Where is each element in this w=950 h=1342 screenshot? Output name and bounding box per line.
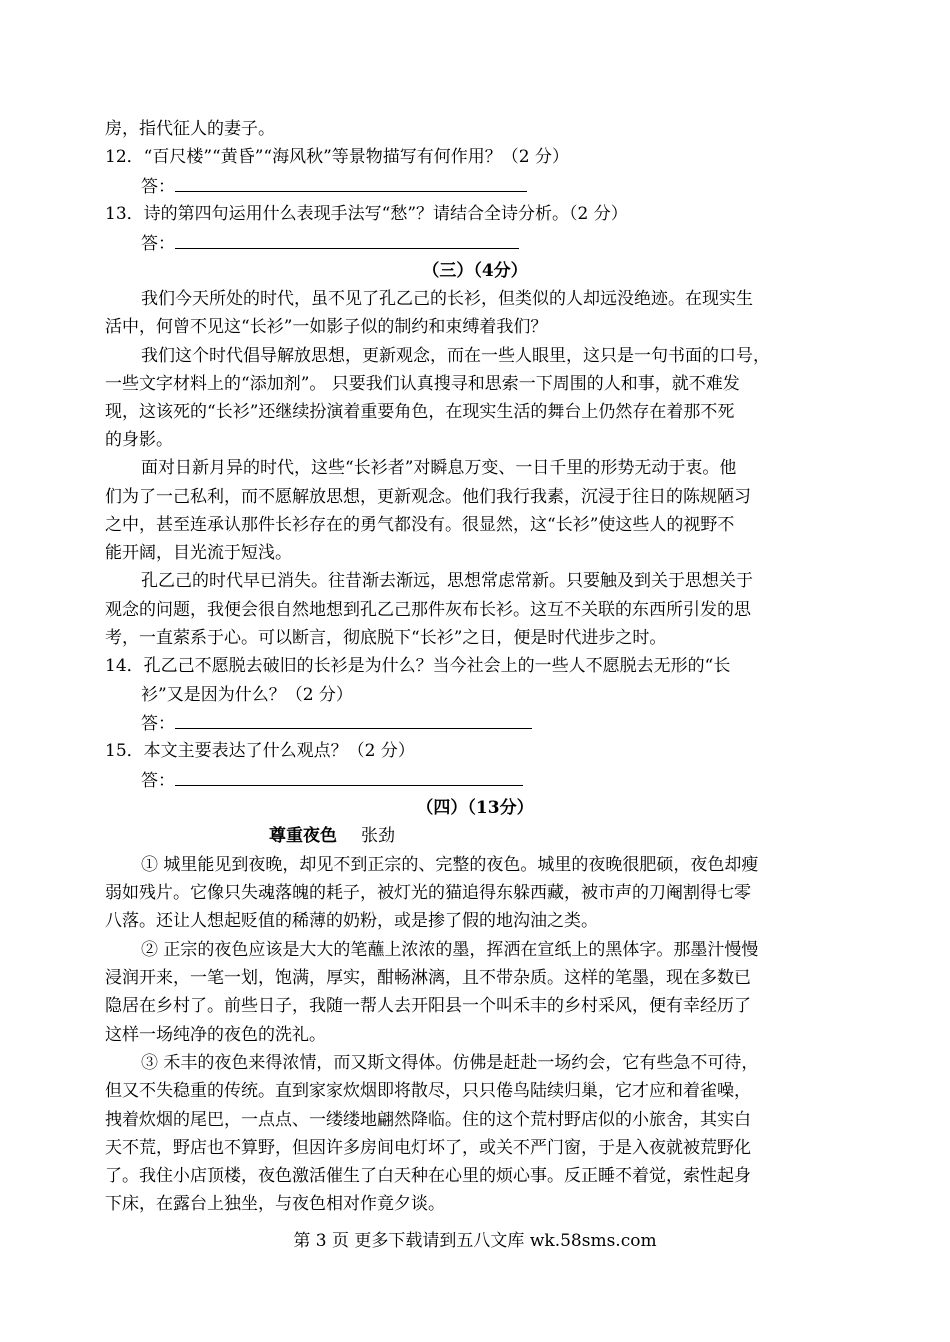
question-13: 13．诗的第四句运用什么表现手法写“愁”？请结合全诗分析。（2 分） xyxy=(105,204,628,224)
paragraph-line: 考，一直萦系于心。可以断言，彻底脱下“长衫”之日，便是时代进步之时。 xyxy=(105,628,667,648)
paragraph-line: 我们今天所处的时代，虽不见了孔乙己的长衫，但类似的人却远没绝迹。在现实生 xyxy=(141,289,753,309)
paragraph-line: 我们这个时代倡导解放思想，更新观念，而在一些人眼里，这只是一句书面的口号， xyxy=(141,346,770,366)
paragraph-line: 下床，在露台上独坐，与夜色相对作竟夕谈。 xyxy=(105,1194,445,1214)
answer-15 xyxy=(141,769,523,792)
paragraph-line: 能开阔，目光流于短浅。 xyxy=(105,543,292,563)
article-author: 张劲 xyxy=(361,826,395,846)
paragraph-line: 的身影。 xyxy=(105,430,173,450)
answer-label: 答： xyxy=(141,771,175,791)
answer-label: 答： xyxy=(141,177,175,197)
paragraph-line: ③ 禾丰的夜色来得浓情，而又斯文得体。仿佛是赶赴一场约会，它有些急不可待， xyxy=(141,1053,759,1073)
paragraph-line: 弱如残片。它像只失魂落魄的耗子，被灯光的猫追得东躲西藏，被市声的刀阉割得七零 xyxy=(105,883,751,903)
section-4-heading: （四）（13分） xyxy=(416,798,534,818)
answer-blank[interactable] xyxy=(175,769,523,786)
question-14: 14．孔乙己不愿脱去破旧的长衫是为什么？当今社会上的一些人不愿脱去无形的“长 xyxy=(105,656,731,676)
paragraph-line: 活中，何曾不见这“长衫”一如影子似的制约和束缚着我们？ xyxy=(105,317,548,337)
paragraph-line: 天不荒，野店也不算野，但因许多房间电灯坏了，或关不严门窗，于是入夜就被荒野化 xyxy=(105,1138,751,1158)
paragraph-line: 们为了一己私利，而不愿解放思想，更新观念。他们我行我素，沉浸于往日的陈规陋习 xyxy=(105,487,751,507)
paragraph-line: 观念的问题，我便会很自然地想到孔乙己那件灰布长衫。这互不关联的东西所引发的思 xyxy=(105,600,751,620)
answer-label: 答： xyxy=(141,234,175,254)
answer-12 xyxy=(141,175,527,198)
answer-blank[interactable] xyxy=(175,232,519,249)
article-byline xyxy=(269,825,395,847)
question-15: 15．本文主要表达了什么观点？（2 分） xyxy=(105,741,415,761)
answer-label: 答： xyxy=(141,714,175,734)
section-3-heading: （三）（4分） xyxy=(422,261,528,281)
paragraph-line: 拽着炊烟的尾巴，一点点、一缕缕地翩然降临。住的这个荒村野店似的小旅舍，其实白 xyxy=(105,1110,751,1130)
paragraph-line: 隐居在乡村了。前些日子，我随一帮人去开阳县一个叫禾丰的乡村采风，便有幸经历了 xyxy=(105,996,751,1016)
paragraph-line: 这样一场纯净的夜色的洗礼。 xyxy=(105,1025,326,1045)
paragraph-line: ① 城里能见到夜晚，却见不到正宗的、完整的夜色。城里的夜晚很肥硕，夜色却瘦 xyxy=(141,855,759,875)
answer-blank[interactable] xyxy=(175,712,532,729)
paragraph-line: 之中，甚至连承认那件长衫存在的勇气都没有。很显然，这“长衫”使这些人的视野不 xyxy=(105,515,735,535)
paragraph-line: 浸润开来，一笔一划，饱满，厚实，酣畅淋漓，且不带杂质。这样的笔墨，现在多数已 xyxy=(105,968,751,988)
article-title: 尊重夜色 xyxy=(269,826,337,846)
answer-13 xyxy=(141,232,519,255)
paragraph-line: 一些文字材料上的“添加剂”。 只要我们认真搜寻和思索一下周围的人和事，就不难发 xyxy=(105,374,740,394)
paragraph-line: 孔乙己的时代早已消失。往昔渐去渐远，思想常虑常新。只要触及到关于思想关于 xyxy=(141,571,753,591)
page-footer: 第 3 页 更多下载请到五八文库 wk.58sms.com xyxy=(293,1231,657,1251)
paragraph-line: 了。我住小店顶楼，夜色激活催生了白天种在心里的烦心事。反正睡不着觉，索性起身 xyxy=(105,1166,751,1186)
answer-14 xyxy=(141,712,532,735)
question-12: 12．“百尺楼”“黄昏”“海风秋”等景物描写有何作用？（2 分） xyxy=(105,147,569,167)
question-14-cont: 衫”又是因为什么？（2 分） xyxy=(141,685,353,705)
paragraph-line: 八落。还让人想起贬值的稀薄的奶粉，或是掺了假的地沟油之类。 xyxy=(105,911,598,931)
answer-blank[interactable] xyxy=(175,175,527,192)
paragraph-line: 面对日新月异的时代，这些“长衫者”对瞬息万变、一日千里的形势无动于衷。他 xyxy=(141,458,737,478)
paragraph-line: 但又不失稳重的传统。直到家家炊烟即将散尽，只只倦鸟陆续归巢，它才应和着雀噪， xyxy=(105,1081,751,1101)
carry-over-line: 房，指代征人的妻子。 xyxy=(105,119,275,139)
paragraph-line: ② 正宗的夜色应该是大大的笔蘸上浓浓的墨，挥洒在宣纸上的黑体字。那墨汁慢慢 xyxy=(141,940,759,960)
paragraph-line: 现，这该死的“长衫”还继续扮演着重要角色，在现实生活的舞台上仍然存在着那不死 xyxy=(105,402,735,422)
